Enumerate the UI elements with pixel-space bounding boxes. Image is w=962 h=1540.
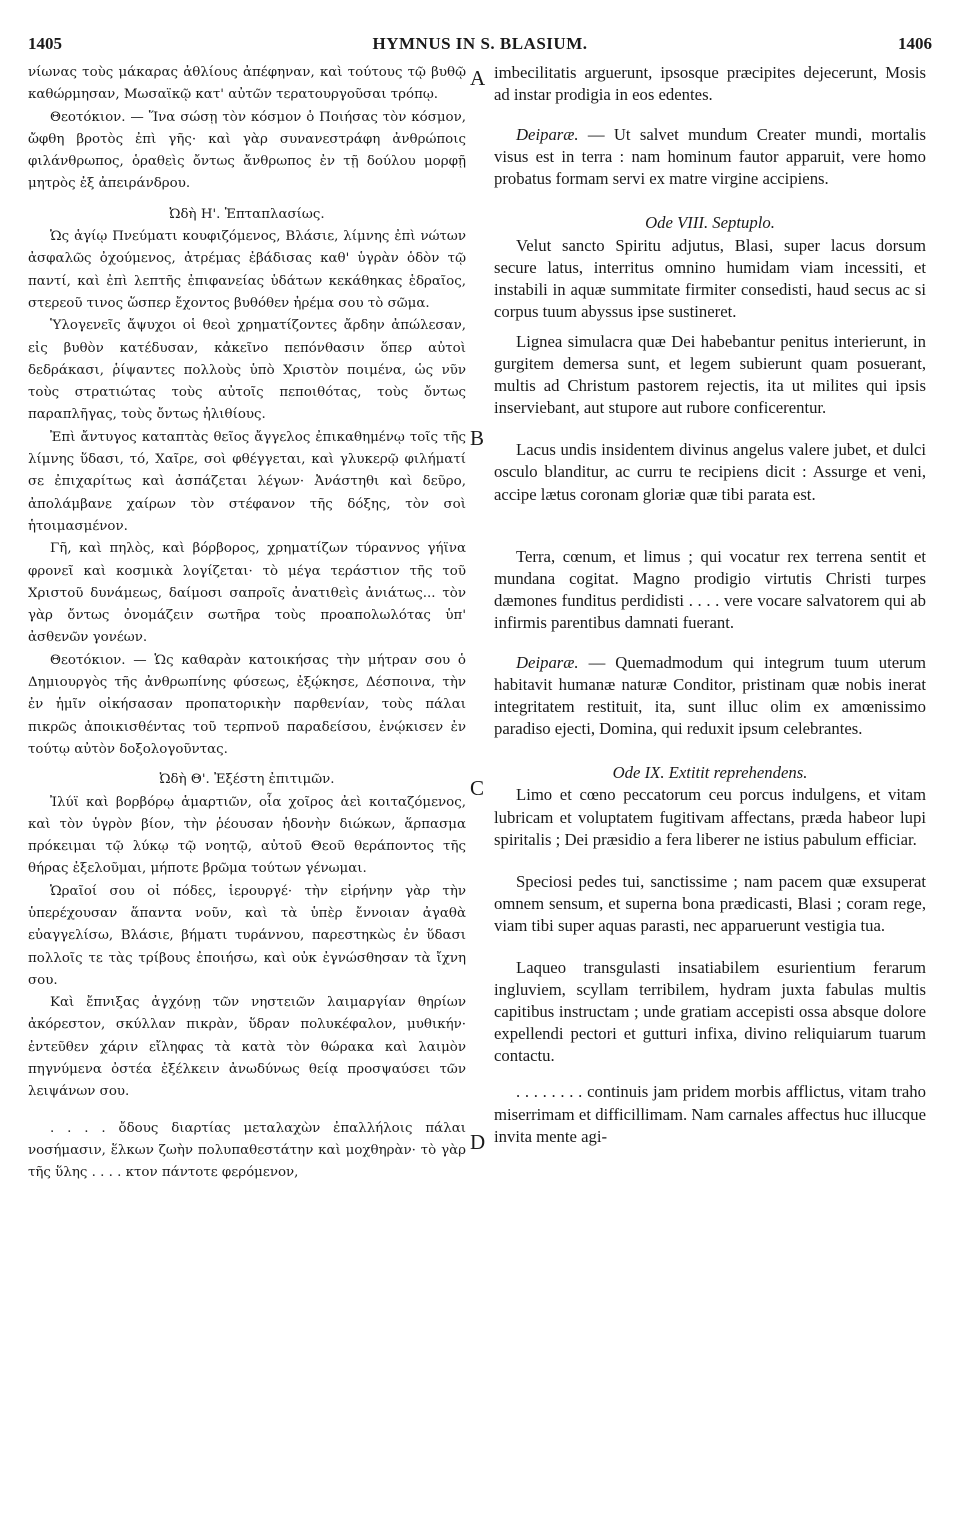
latin-ode-heading: Ode IX. Extitit reprehendens. xyxy=(612,763,808,783)
greek-paragraph: νίωνας τοὺς μάκαρας ἀθλίους ἀπέφηναν, καὶ τούτους τῷ βυθῷ καθώρμησαν, Μωσαϊκῷ κατ' αὐτῶν τερατουργοῦσαι τρόπῳ. xyxy=(28,65,466,103)
latin-paragraph: Lacus undis insidentem divinus angelus valere jubet, et dulci osculo blanditur, ac curru te recipiens dicit : Assurge et veni, accipe lætus coronam gloriæ quæ tibi parata est. xyxy=(494,440,926,504)
greek-paragraph: Ὡς ἁγίῳ Πνεύματι κουφιζόμενος, Βλάσιε, λίμνης ἐπὶ νώτων ἀσφαλῶς ὀχούμενος, ἀτρέμας ἐβάδισας καθ' ὑγρὰν ὁδὸν τῷ παντί, καὶ ἐπὶ λεπτῆς ἐπιφανείας ὑδάτων κεκάθηκας ἑδραῖος, στερεοῦ τινος ὥσπερ ἔχοντος βυθόθεν ἠρέμα σου τὸ σῶμα. xyxy=(28,229,466,311)
greek-ode-heading: Ὠδὴ Η'. Ἑπταπλασίως. xyxy=(169,206,325,222)
latin-paragraph xyxy=(494,652,926,740)
greek-paragraph: Θεοτόκιον. — Ἵνα σώσῃ τὸν κόσμον ὁ Ποιήσας τὸν κόσμον, ὤφθη βροτὸς ἐπὶ γῆς· καὶ γὰρ συνανεστράφη ἀνθρώποις φιλάνθρωπος, ὁραθεὶς ὄντως ἄνθρωπος ἐν τῇ δούλου μορφῇ μητρὸς ἐξ ἀπειράνδρου. xyxy=(28,109,466,192)
latin-paragraph: Lignea simulacra quæ Dei habebantur penitus interierunt, in gurgitem demersa sunt, et legem subierunt quam posuerant, multis ad Christum pastorem rejectis, ita ut milites qui ipsis inserviebant, aut stupore aut rubore conficerentur. xyxy=(494,331,926,418)
greek-paragraph: Ἐπὶ ἄντυγος καταπτὰς θεῖος ἄγγελος ἐπικαθημένῳ τοῖς τῆς λίμνης ὕδασι, τό, Χαῖρε, σοὶ φθέγγεται, καὶ γλυκερῷ φιλήματί σε ἐπιχαρίτως καὶ ἀσπάζεται λέγων· Ἀνάστηθι καὶ δεῦρο, ἀπολάμβανε χαίρων τὸν στέφανον τῆς δόξης, τὸν σοὶ ἡτοιμασμένον. xyxy=(28,429,466,534)
latin-ode-heading: Ode VIII. Septuplo. xyxy=(645,213,775,233)
latin-paragraph: Speciosi pedes tui, sanctissime ; nam pacem quæ exsuperat omnem sensum, et superna bona prædicasti, Blasi ; coram rege, viam tibi super aquas parasti, nec apparuerunt vestigia tua. xyxy=(494,871,926,935)
latin-text: — Quemadmodum qui integrum tuum uterum habitavit humanæ naturæ Conditor, pristinam quæ nobis inerat integritatem restituit, ita, sunt illuc olim ex amœnissimo paradiso ejecti, Domina, qui reduxit ipsum celebrantes. xyxy=(494,652,926,739)
greek-ode-heading: Ὠδὴ Θ'. Ἐξέστη ἐπιτιμῶν. xyxy=(159,772,335,788)
latin-text: — Ut salvet mundum Creater mundi, mortalis visus est in terra : nam hominum fautor apparuit, vere homo probatus formam servi ex matre virgine accipiens. xyxy=(494,125,926,189)
margin-marker: D xyxy=(470,1130,486,1154)
latin-paragraph: Terra, cœnum, et limus ; qui vocatur rex terrena sentit et mundana cogitat. Magno prodigio virtutis Christi turpes dæmones funditus perdidisti . . . . vere vocare salvatorem qui ab infirmis parentibus damnati fuerant. xyxy=(494,546,926,632)
latin-label: Deiparæ. xyxy=(516,652,579,672)
latin-column xyxy=(494,62,926,1148)
greek-paragraph: Θεοτόκιον. — Ὡς καθαρὰν κατοικήσας τὴν μήτραν σου ὁ Δημιουργὸς τῆς ἀνθρωπίνης φύσεως, ἐξῴκησε, Δέσποινα, τὴν ἐν ἡμῖν οἰκήσασαν προπατορικὴν παρθενίαν, τοὺς πάλαι πικρῶς ἀποικισθέντας τοῦ τερπνοῦ παραδείσου, ἐνῴκισεν ἐν τούτῳ αὐτὸν δοξολογοῦντας. xyxy=(28,652,466,757)
greek-column xyxy=(28,62,466,1185)
greek-paragraph: Ὡραῖοί σου οἱ πόδες, ἱερουργέ· τὴν εἰρήνην γὰρ τὴν ὑπερέχουσαν ἅπαντα νοῦν, καὶ τὰ ὑπὲρ ἔννοιαν ἀγαθὰ εὐαγγελίσω, Βλάσιε, βήματι τυράννου, παρεστηκὼς ἐν ὕδασι πολλοῖς τε τὰς τρίβους ἐποιήσω, καὶ οὐκ ἐγνώσθησαν τὰ ἴχνη σου. xyxy=(28,883,466,988)
greek-paragraph: Ὑλογενεῖς ἄψυχοι οἱ θεοὶ χρηματίζοντες ἄρδην ἀπώλεσαν, εἰς βυθὸν κατέδυσαν, κἀκεῖνο πεπόνθασιν ὅπερ αὐτοὶ δεδράκασι, ῥίψαντες πολλοὺς ὑπὸ Χριστὸν ποιμένα, ὡς νῦν τοὺς στρατιώτας τοὺς αὐτοῖς πεποιθότας, τοὺς ὄντως παραπλῆγας, τοὺς ὄντως ἠλιθίους. xyxy=(28,318,466,423)
running-title: HYMNUS IN S. BLASIUM. xyxy=(372,34,588,53)
latin-paragraph: . . . . . . . . continuis jam pridem morbis afflictus, vitam traho miserrimam et difficillimam. Nam carnales affectus huc illucque invita mente agi- xyxy=(494,1082,926,1146)
margin-marker: B xyxy=(470,426,485,450)
greek-paragraph: Ἰλύϊ καὶ βορβόρῳ ἁμαρτιῶν, οἷα χοῖρος ἀεὶ κοιταζόμενος, καὶ τὸν ὑγρὸν βίον, τὴν ῥέουσαν ἡδονὴν διώκων, ἅρπασμα πρόκειμαι τῷ λύκῳ τῷ νοητῷ, αὐτοῦ Θεοῦ θεράποντος τῆς θήρας ἐξελοῦμαι, μήποτε βρῶμα τούτων γένωμαι. xyxy=(28,794,466,877)
latin-label: Deiparæ. xyxy=(516,125,579,145)
page-number-right: 1406 xyxy=(898,34,932,53)
latin-paragraph: imbecilitatis arguerunt, ipsosque præcipites dejecerunt, Mosis ad instar prodigia in eos edentes. xyxy=(494,63,926,105)
margin-marker: C xyxy=(470,776,485,800)
latin-paragraph: Limo et cœno peccatorum ceu porcus indulgens, et vitam lubricam et voluptatem fugitivam affectans, præda habeor lupi spiritalis ; Dei præsidio a fera liberer ne istius pabulum efficiar. xyxy=(494,785,926,849)
greek-paragraph: Γῆ, καὶ πηλὸς, καὶ βόρβορος, χρηματίζων τύραννος γήϊνα φρονεῖ καὶ κοσμικὰ λογίζεται· τὸ μέγα τεράστιον τῆς τοῦ Χριστοῦ δυνάμεως, δαίμοσι σαπροῖς ἀνατιθεὶς ἀνιάτως... τὸν γὰρ ὄντως ὀνομάζειν σωτῆρα τοὺς προαπολωλότας ὑπ' ἀσθενῶν γονέων. xyxy=(28,541,466,646)
page-number-left: 1405 xyxy=(28,34,62,53)
latin-paragraph xyxy=(494,124,926,190)
latin-paragraph: Laqueo transgulasti insatiabilem esurientium ferarum ingluviem, scyllam terribilem, hydram juxta fabulas multis capitibus instructam ; unde gratiam accepisti ossa absque dolore expellendi pectori et gutturi infixa, divino reliquiarum tuarum contactu. xyxy=(494,958,926,1066)
page-header xyxy=(28,34,932,56)
greek-paragraph: . . . . ὄδους διαρτίας μεταλαχὼν ἐπαλλήλοις πάλαι νοσήμασιν, ἕλκων ζωὴν πολυπαθεστάτην καὶ μοχθηρὰν· τὸ γὰρ τῆς ὕλης . . . . κτον πάντοτε φερόμενον, xyxy=(28,1120,466,1181)
greek-paragraph: Καὶ ἔπνιξας ἀγχόνῃ τῶν νηστειῶν λαιμαργίαν θηρίων ἀκόρεστον, σκύλλαν πικρὰν, ὕδραν πολυκέφαλον, μυθικήν· ἐντεῦθεν χάριν εἴληφας τὰ κατὰ τὸν θώρακα καὶ λαιμὸν πηγνύμενα ὀστέα ἐξέλκειν ἀνωδύνως θείᾳ προσψαύσει τῶν λειψάνων σου. xyxy=(28,995,466,1100)
latin-paragraph: Velut sancto Spiritu adjutus, Blasi, super lacus dorsum secure latus, interritus omnino humidam viam incessiti, et instabili in aquæ summitate firmiter consedisti, haud secus ac si corpus tuum abyssus ipse sustineret. xyxy=(494,235,926,321)
margin-marker: A xyxy=(470,66,486,90)
